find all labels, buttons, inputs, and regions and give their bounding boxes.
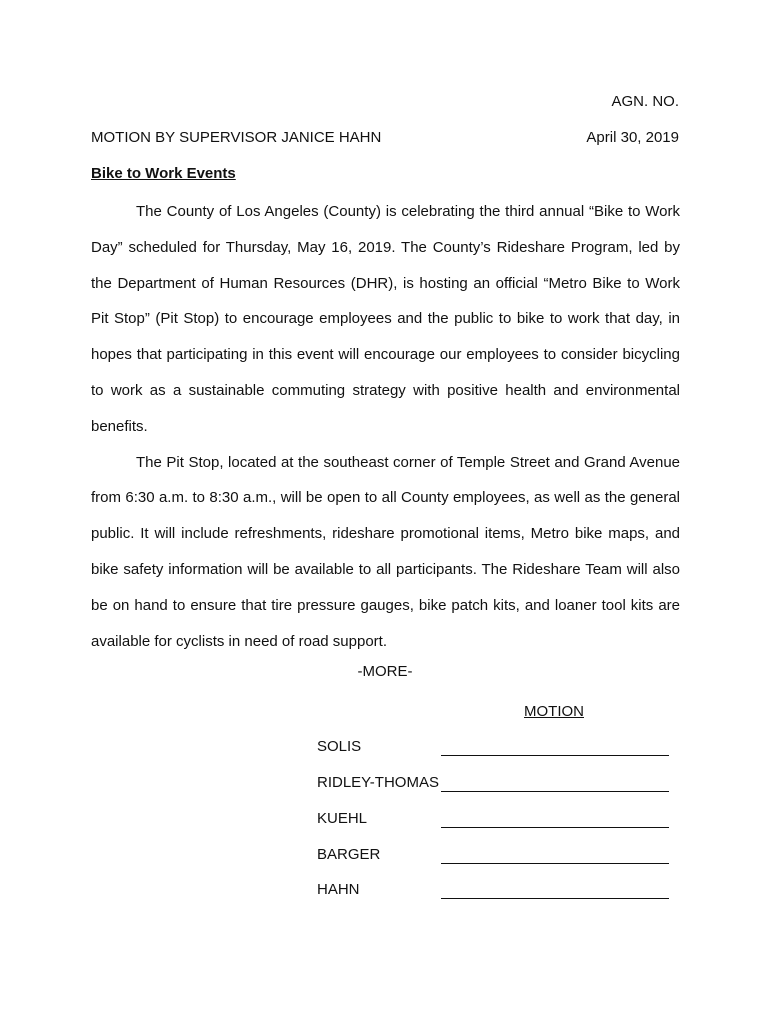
- signature-line: [441, 863, 669, 864]
- vote-row-solis: [317, 738, 669, 758]
- more-marker: -MORE-: [357, 663, 413, 680]
- signature-line: [441, 827, 669, 828]
- supervisor-name: HAHN: [317, 881, 360, 898]
- paragraph-1: The County of Los Angeles (County) is celebrating the third annual “Bike to Work Day” scheduled for Thursday, May 16, 2019. The County’s Rideshare Program, led by the Department of Human Resources (DHR), is hosting an official “Metro Bike to Work Pit Stop” (Pit Stop) to encourage employees and the public to bike to work that day, in hopes that participating in this event will encourage our employees to consider bicycling to work as a sustainable commuting strategy with positive health and environmental benefits.: [91, 203, 680, 435]
- motion-body: [91, 194, 680, 659]
- supervisor-name: RIDLEY-THOMAS: [317, 774, 439, 791]
- signature-line: [441, 791, 669, 792]
- supervisor-name: BARGER: [317, 846, 381, 863]
- vote-row-hahn: [317, 881, 669, 901]
- vote-row-kuehl: [317, 810, 669, 830]
- motion-header: [91, 129, 679, 147]
- vote-row-ridley-thomas: [317, 774, 669, 794]
- motion-by-line: MOTION BY SUPERVISOR JANICE HAHN: [91, 129, 382, 146]
- signature-line: [441, 898, 669, 899]
- supervisor-name: KUEHL: [317, 810, 368, 827]
- document-title: Bike to Work Events: [91, 165, 236, 182]
- agenda-number: AGN. NO.: [611, 93, 679, 110]
- signature-line: [441, 755, 669, 756]
- paragraph-2: The Pit Stop, located at the southeast corner of Temple Street and Grand Avenue from 6:30 a.m. to 8:30 a.m., will be open to all County employees, as well as the general public. It will include refreshments, rideshare promotional items, Metro bike maps, and bike safety information will be available to all participants. The Rideshare Team will also be on hand to ensure that tire pressure gauges, bike patch kits, and loaner tool kits are available for cyclists in need of road support.: [91, 453, 680, 650]
- motion-date: April 30, 2019: [586, 129, 679, 146]
- motion-vote-heading: MOTION: [524, 703, 584, 720]
- vote-row-barger: [317, 846, 669, 866]
- supervisor-name: SOLIS: [317, 738, 362, 755]
